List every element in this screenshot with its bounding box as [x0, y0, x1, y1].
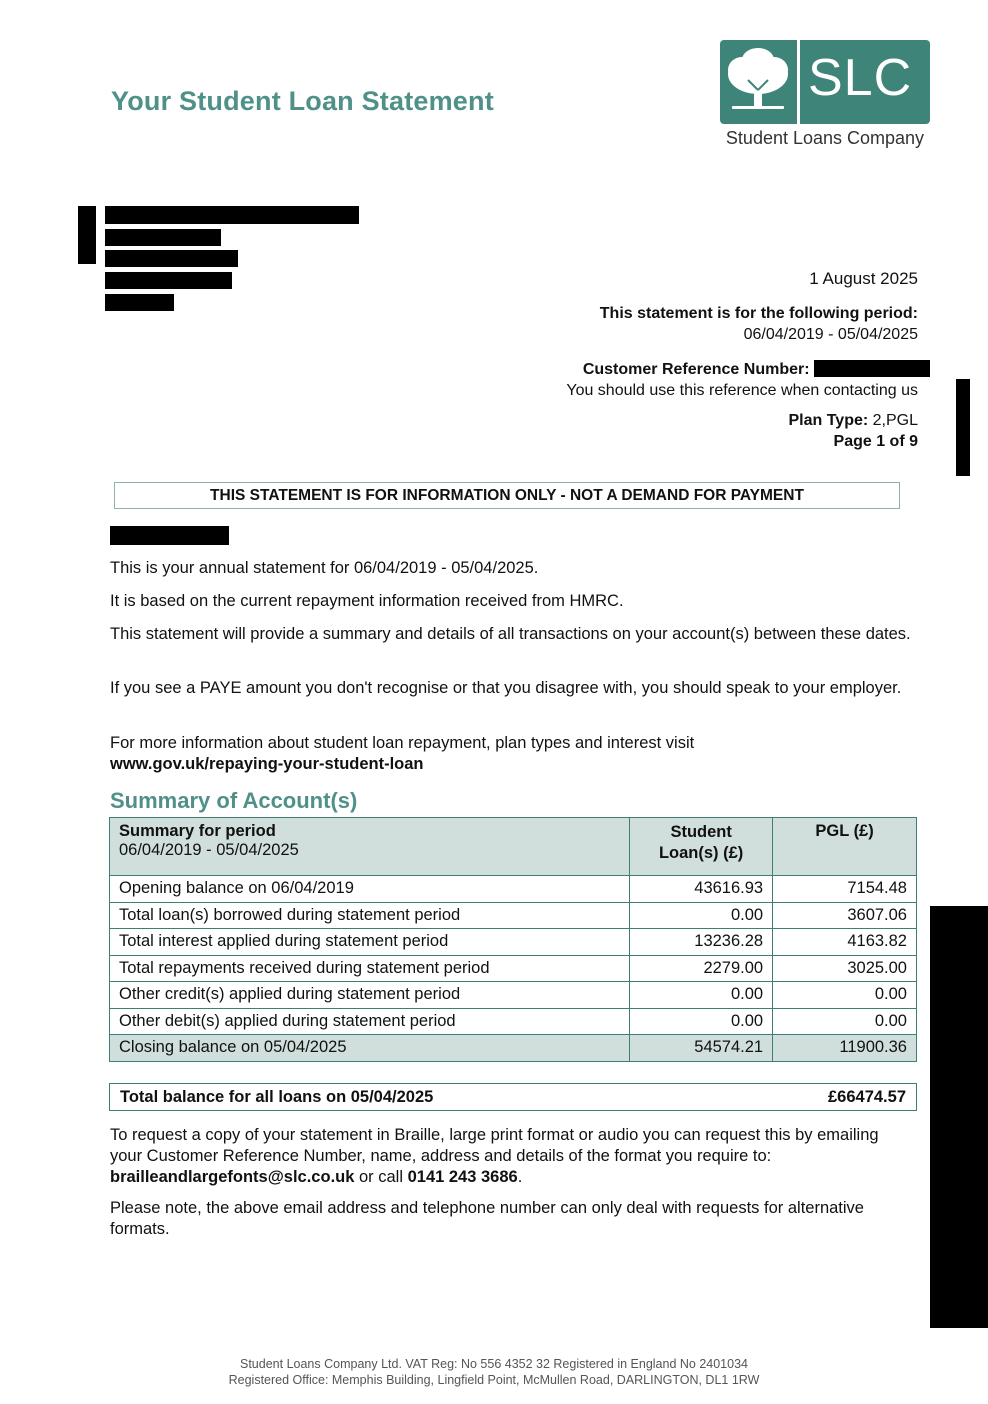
logo-caption: Student Loans Company: [725, 128, 925, 148]
redaction-bar: [930, 906, 988, 1328]
row-student-value: 0.00: [630, 982, 773, 1009]
plan-label: Plan Type:: [788, 412, 869, 429]
slc-logo: [720, 40, 930, 149]
row-label: Total interest applied during statement period: [110, 929, 630, 956]
table-row-closing: [110, 1035, 917, 1062]
period-label: This statement is for the following period:: [599, 305, 918, 322]
table-row: [110, 902, 917, 929]
crn-label: Customer Reference Number:: [582, 361, 810, 378]
alt-formats-text: To request a copy of your statement in Braille, large print format or audio you can request this by emailing your Customer Reference Number, name, address and details of the format you require to:: [110, 1126, 879, 1165]
summary-table: [109, 817, 917, 1062]
crn-block: [566, 359, 918, 401]
row-student-value: 2279.00: [630, 955, 773, 982]
redacted-crn: [814, 360, 930, 377]
redacted-salutation: [110, 526, 229, 545]
row-pgl-value: 3607.06: [773, 902, 917, 929]
row-pgl-value: 7154.48: [773, 876, 917, 903]
row-label: Other debit(s) applied during statement period: [110, 1008, 630, 1035]
alternative-formats-note: Please note, the above email address and telephone number can only deal with requests for alternative formats.: [110, 1199, 864, 1238]
intro-paragraph: [110, 733, 920, 775]
row-label: Other credit(s) applied during statement period: [110, 982, 630, 1009]
plan-row: [788, 410, 918, 431]
period-block: [600, 303, 918, 345]
row-student-value: 0.00: [630, 1008, 773, 1035]
crn-row: [566, 359, 918, 380]
plan-value: 2,PGL: [872, 412, 918, 429]
alt-formats-text: or call: [354, 1168, 408, 1186]
intro-paragraph: This statement will provide a summary and details of all transactions on your account(s) between these dates.: [110, 625, 911, 643]
summary-title: Summary of Account(s): [110, 788, 358, 813]
footer-line: Student Loans Company Ltd. VAT Reg: No 556 4352 32 Registered in England No 2401034: [240, 1357, 748, 1371]
total-balance-box: [109, 1083, 917, 1111]
gov-uk-link[interactable]: www.gov.uk/repaying-your-student-loan: [110, 755, 424, 773]
total-balance-value: £66474.57: [828, 1088, 906, 1106]
table-row: [110, 929, 917, 956]
row-student-value: 0.00: [630, 902, 773, 929]
summary-head-period: 06/04/2019 - 05/04/2025: [119, 841, 299, 859]
row-student-value: 54574.21: [630, 1035, 773, 1062]
redaction-bar: [956, 379, 970, 476]
summary-head-label: Summary for period: [119, 822, 276, 840]
page-number: Page 1 of 9: [833, 433, 918, 450]
intro-paragraph: If you see a PAYE amount you don't recognise or that you disagree with, you should speak to your employer.: [110, 679, 902, 697]
row-pgl-value: 4163.82: [773, 929, 917, 956]
row-label: Opening balance on 06/04/2019: [110, 876, 630, 903]
total-balance-label: Total balance for all loans on 05/04/2025: [120, 1088, 434, 1106]
redacted-address-line: [105, 229, 221, 246]
row-label: Total repayments received during statement period: [110, 955, 630, 982]
table-header-student: Student Loan(s) (£): [630, 818, 773, 876]
row-label: Total loan(s) borrowed during statement period: [110, 902, 630, 929]
table-header-row: [110, 818, 917, 876]
table-header-period: [110, 818, 630, 876]
logo-text: SLC: [808, 49, 913, 107]
row-student-value: 43616.93: [630, 876, 773, 903]
row-student-value: 13236.28: [630, 929, 773, 956]
table-header-pgl: PGL (£): [773, 818, 917, 876]
period-value: 06/04/2019 - 05/04/2025: [743, 326, 918, 343]
plan-block: [788, 410, 918, 452]
crn-note: You should use this reference when contacting us: [566, 382, 918, 399]
alternative-formats-paragraph: [110, 1125, 910, 1188]
intro-paragraph: This is your annual statement for 06/04/2019 - 05/04/2025.: [110, 559, 539, 577]
row-pgl-value: 3025.00: [773, 955, 917, 982]
redacted-address-line: [105, 272, 232, 289]
redaction-bar: [78, 206, 96, 264]
table-row: [110, 955, 917, 982]
intro-paragraph: It is based on the current repayment information received from HMRC.: [110, 592, 624, 610]
row-pgl-value: 11900.36: [773, 1035, 917, 1062]
footer-line: Registered Office: Memphis Building, Lingfield Point, McMullen Road, DARLINGTON, DL1 1RW: [228, 1373, 760, 1387]
redacted-address-line: [105, 250, 238, 267]
table-row: [110, 982, 917, 1009]
alt-formats-text: .: [517, 1168, 523, 1186]
redacted-name: [105, 206, 359, 224]
redacted-postcode: [105, 294, 174, 311]
page-title: Your Student Loan Statement: [111, 86, 494, 116]
row-pgl-value: 0.00: [773, 982, 917, 1009]
statement-date: 1 August 2025: [809, 269, 918, 288]
phone-number[interactable]: 0141 243 3686: [407, 1168, 518, 1186]
information-notice: THIS STATEMENT IS FOR INFORMATION ONLY - NOT A DEMAND FOR PAYMENT: [114, 482, 900, 509]
row-label: Closing balance on 05/04/2025: [110, 1035, 630, 1062]
table-row: [110, 876, 917, 903]
more-info-text: For more information about student loan repayment, plan types and interest visit: [110, 734, 695, 752]
braille-email-link[interactable]: brailleandlargefonts@slc.co.uk: [110, 1168, 355, 1186]
table-row: [110, 1008, 917, 1035]
row-pgl-value: 0.00: [773, 1008, 917, 1035]
oak-tree-icon: [720, 40, 800, 124]
logo-box: [720, 40, 930, 124]
